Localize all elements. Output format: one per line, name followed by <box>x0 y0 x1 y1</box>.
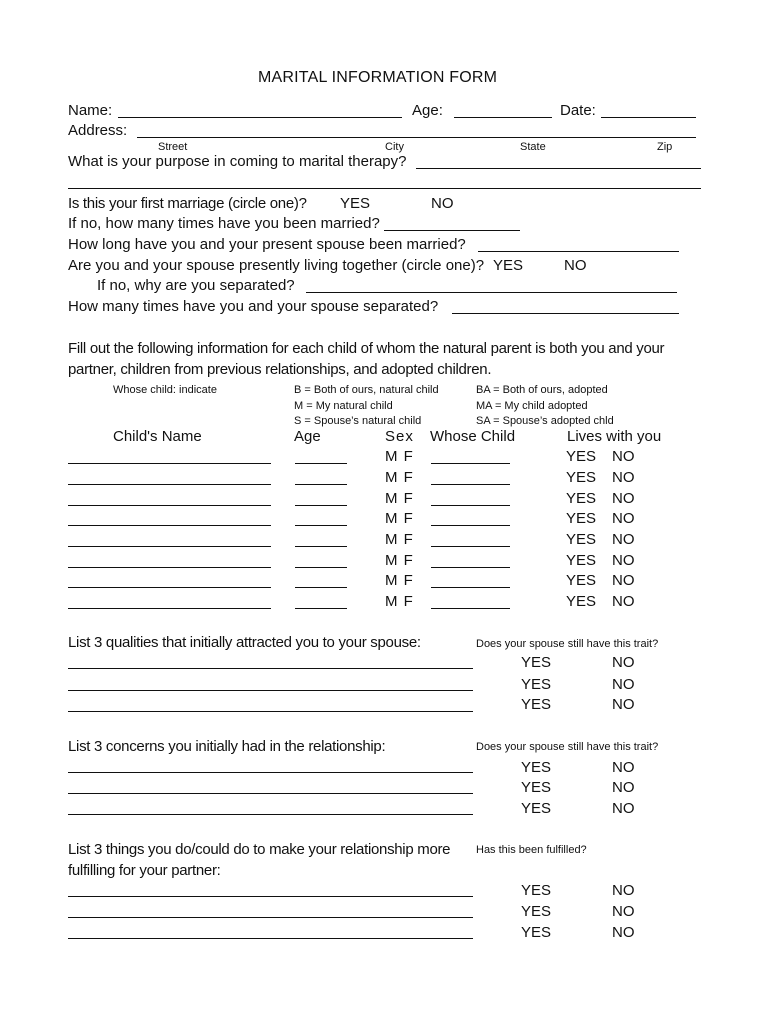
qualities-prompt: List 3 qualities that initially attracted you to your spouse: <box>68 634 421 651</box>
legend-m: M = My natural child <box>294 400 393 412</box>
first-marriage-question: Is this your first marriage (circle one)? <box>68 195 307 212</box>
child-lives-no[interactable]: NO <box>612 593 635 610</box>
legend-s: S = Spouse’s natural child <box>294 415 422 427</box>
child-age-field[interactable] <box>295 587 347 588</box>
thing-no[interactable]: NO <box>612 903 635 920</box>
concerns-side-question: Does your spouse still have this trait? <box>476 741 659 753</box>
thing-yes[interactable]: YES <box>521 924 552 941</box>
child-age-field[interactable] <box>295 567 347 568</box>
legend-label: Whose child: indicate <box>113 384 217 396</box>
thing-field[interactable] <box>68 938 473 939</box>
child-whose-field[interactable] <box>431 567 510 568</box>
child-lives-yes[interactable]: YES <box>566 448 597 465</box>
child-name-field[interactable] <box>68 567 271 568</box>
child-lives-no[interactable]: NO <box>612 469 635 486</box>
legend-sa: SA = Spouse’s adopted chld <box>476 415 614 427</box>
child-age-field[interactable] <box>295 463 347 464</box>
concern-no[interactable]: NO <box>612 800 635 817</box>
child-sex-options[interactable]: M F <box>385 552 414 569</box>
child-age-field[interactable] <box>295 525 347 526</box>
child-sex-options[interactable]: M F <box>385 593 414 610</box>
child-age-field[interactable] <box>295 484 347 485</box>
times-married-field[interactable] <box>384 230 520 231</box>
thing-no[interactable]: NO <box>612 882 635 899</box>
first-marriage-no[interactable]: NO <box>431 195 454 212</box>
col-age: Age <box>294 428 321 445</box>
child-age-field[interactable] <box>295 608 347 609</box>
page-title: MARITAL INFORMATION FORM <box>258 69 498 86</box>
child-sex-options[interactable]: M F <box>385 469 414 486</box>
concerns-prompt: List 3 concerns you initially had in the relationship: <box>68 738 386 755</box>
quality-no[interactable]: NO <box>612 676 635 693</box>
living-together-yes[interactable]: YES <box>493 257 524 274</box>
quality-field[interactable] <box>68 690 473 691</box>
quality-field[interactable] <box>68 668 473 669</box>
living-together-question: Are you and your spouse presently living together (circle one)? <box>68 257 485 274</box>
city-sublabel: City <box>385 141 404 153</box>
col-sex: Sex <box>385 428 414 445</box>
age-field[interactable] <box>454 117 552 118</box>
times-separated-question: How many times have you and your spouse separated? <box>68 298 439 315</box>
child-name-field[interactable] <box>68 505 271 506</box>
thing-no[interactable]: NO <box>612 924 635 941</box>
child-lives-no[interactable]: NO <box>612 448 635 465</box>
child-age-field[interactable] <box>295 546 347 547</box>
col-childs-name: Child's Name <box>113 428 202 445</box>
quality-yes[interactable]: YES <box>521 696 552 713</box>
child-lives-yes[interactable]: YES <box>566 552 597 569</box>
state-sublabel: State <box>520 141 546 153</box>
thing-yes[interactable]: YES <box>521 882 552 899</box>
child-name-field[interactable] <box>68 608 271 609</box>
child-name-field[interactable] <box>68 463 271 464</box>
legend-ba: BA = Both of ours, adopted <box>476 384 608 396</box>
col-whose-child: Whose Child <box>430 428 516 445</box>
child-lives-yes[interactable]: YES <box>566 490 597 507</box>
living-together-no[interactable]: NO <box>564 257 587 274</box>
child-lives-yes[interactable]: YES <box>566 469 597 486</box>
child-lives-no[interactable]: NO <box>612 510 635 527</box>
child-sex-options[interactable]: M F <box>385 572 414 589</box>
child-whose-field[interactable] <box>431 608 510 609</box>
child-sex-options[interactable]: M F <box>385 531 414 548</box>
child-lives-no[interactable]: NO <box>612 531 635 548</box>
children-intro-line1: Fill out the following information for each child of whom the natural parent is both you and your <box>68 340 665 357</box>
quality-no[interactable]: NO <box>612 654 635 671</box>
concern-field[interactable] <box>68 772 473 773</box>
date-field[interactable] <box>601 117 696 118</box>
child-lives-no[interactable]: NO <box>612 572 635 589</box>
child-sex-options[interactable]: M F <box>385 490 414 507</box>
street-sublabel: Street <box>158 141 188 153</box>
concern-no[interactable]: NO <box>612 779 635 796</box>
child-sex-options[interactable]: M F <box>385 448 414 465</box>
legend-ma: MA = My child adopted <box>476 400 588 412</box>
why-separated-question: If no, why are you separated? <box>97 277 295 294</box>
child-lives-yes[interactable]: YES <box>566 531 597 548</box>
children-intro-line2: partner, children from previous relationships, and adopted children. <box>68 361 492 378</box>
thing-yes[interactable]: YES <box>521 903 552 920</box>
how-long-field[interactable] <box>478 251 679 252</box>
child-lives-no[interactable]: NO <box>612 552 635 569</box>
col-lives-with-you: Lives with you <box>567 428 662 445</box>
child-whose-field[interactable] <box>431 546 510 547</box>
quality-field[interactable] <box>68 711 473 712</box>
legend-b: B = Both of ours, natural child <box>294 384 439 396</box>
child-lives-no[interactable]: NO <box>612 490 635 507</box>
child-whose-field[interactable] <box>431 463 510 464</box>
child-lives-yes[interactable]: YES <box>566 510 597 527</box>
concern-no[interactable]: NO <box>612 759 635 776</box>
thing-field[interactable] <box>68 896 473 897</box>
age-label: Age: <box>412 102 443 119</box>
concern-yes[interactable]: YES <box>521 779 552 796</box>
concern-field[interactable] <box>68 793 473 794</box>
purpose-question: What is your purpose in coming to marital therapy? <box>68 153 407 170</box>
address-label: Address: <box>68 122 128 139</box>
address-field[interactable] <box>137 137 696 138</box>
how-long-question: How long have you and your present spouse been married? <box>68 236 466 253</box>
child-whose-field[interactable] <box>431 484 510 485</box>
child-lives-yes[interactable]: YES <box>566 593 597 610</box>
why-separated-field[interactable] <box>306 292 677 293</box>
things-prompt-line2: fulfilling for your partner: <box>68 862 221 879</box>
date-label: Date: <box>560 102 596 119</box>
times-separated-field[interactable] <box>452 313 679 314</box>
child-whose-field[interactable] <box>431 525 510 526</box>
concern-yes[interactable]: YES <box>521 800 552 817</box>
purpose-field-2[interactable] <box>68 188 701 189</box>
concern-field[interactable] <box>68 814 473 815</box>
child-name-field[interactable] <box>68 484 271 485</box>
concern-yes[interactable]: YES <box>521 759 552 776</box>
qualities-side-question: Does your spouse still have this trait? <box>476 638 659 650</box>
things-side-question: Has this been fulfilled? <box>476 844 587 856</box>
name-label: Name: <box>68 102 113 119</box>
child-name-field[interactable] <box>68 587 271 588</box>
name-field[interactable] <box>118 117 402 118</box>
child-name-field[interactable] <box>68 546 271 547</box>
quality-no[interactable]: NO <box>612 696 635 713</box>
first-marriage-yes[interactable]: YES <box>340 195 371 212</box>
times-married-question: If no, how many times have you been married? <box>68 215 380 232</box>
zip-sublabel: Zip <box>657 141 673 153</box>
thing-field[interactable] <box>68 917 473 918</box>
purpose-field-1[interactable] <box>416 168 701 169</box>
quality-yes[interactable]: YES <box>521 676 552 693</box>
things-prompt-line1: List 3 things you do/could do to make your relationship more <box>68 841 451 858</box>
child-name-field[interactable] <box>68 525 271 526</box>
child-lives-yes[interactable]: YES <box>566 572 597 589</box>
quality-yes[interactable]: YES <box>521 654 552 671</box>
child-whose-field[interactable] <box>431 587 510 588</box>
child-age-field[interactable] <box>295 505 347 506</box>
child-whose-field[interactable] <box>431 505 510 506</box>
child-sex-options[interactable]: M F <box>385 510 414 527</box>
